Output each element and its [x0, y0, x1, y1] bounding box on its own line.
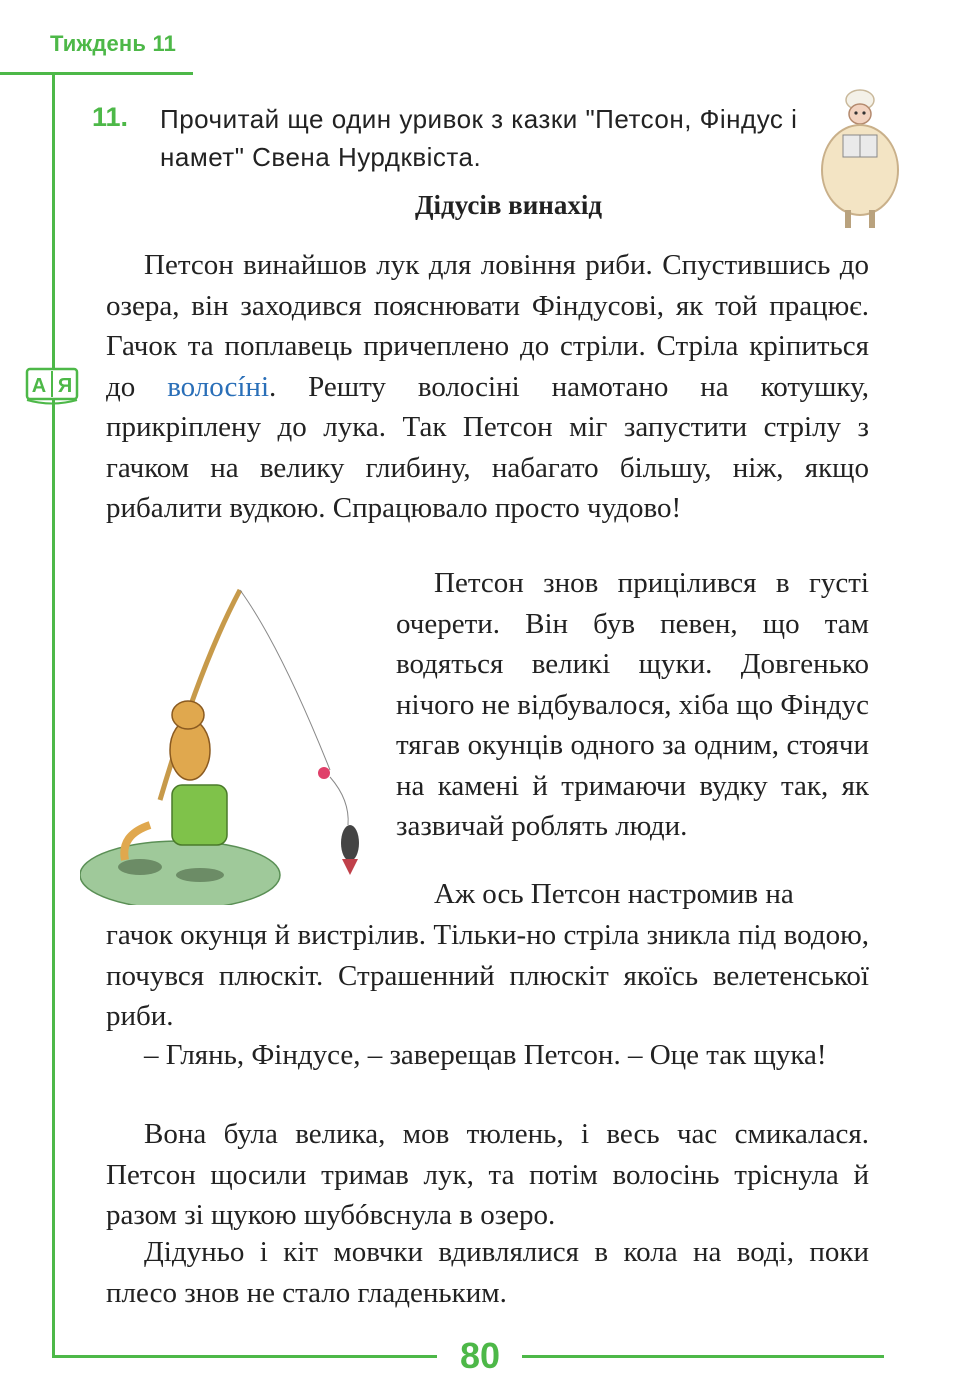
- story-paragraph-2: Петсон знов прицілився в густі очерети. Він був певен, що там водяться великі щуки. Довгенько нічого не відбувалося, хіба що Фіндус тягав окунців одного за одним, стоячи на камені й тримаючи вудку так, як зазвичай роблять люди.: [396, 567, 869, 842]
- footer-rule-left: [52, 1355, 437, 1358]
- findus-fishing-illustration: [80, 585, 385, 905]
- story-paragraph-1: [106, 245, 869, 529]
- header-rule: [0, 72, 193, 75]
- task-instruction: Прочитай ще один уривок з казки "Петсон, Фіндус і намет" Свена Нурдквіста.: [160, 104, 798, 172]
- left-margin-rule: [52, 72, 55, 1357]
- story-paragraph-3: гачок окунця й вистрілив. Тільки-но стріла зникла під водою, почувся плюскіт. Страшенний плюскіт якоїсь велетенської риби.: [106, 919, 869, 1032]
- task-number: 11.: [92, 102, 129, 132]
- story-title: Дідусів винахід: [414, 190, 603, 220]
- paragraph-1-text-end: . Решту волосіні намотано на котушку, прикріплену до лука. Так Петсон міг запустити стрілу з гачком на велику глибину, набагато більшу, ніж, якщо рибалити вудкою. Спрацювало просто чудово!: [106, 370, 869, 524]
- story-paragraph-5: Вона була велика, мов тюлень, і весь час смикалася. Петсон щосили тримав лук, та потім волосінь тріснула й разом зі щукою шубóвснула в озеро.: [106, 1118, 869, 1231]
- story-paragraph-6: Дідуньо і кіт мовчки вдивлялися в кола на воді, поки плесо знов не стало гладеньким.: [106, 1236, 869, 1309]
- week-label: Тиждень 11: [50, 31, 177, 56]
- story-paragraph-4: – Глянь, Фіндусе, – заверещав Петсон. – Оце так щука!: [144, 1039, 827, 1071]
- dictionary-icon-letter-a: А: [31, 375, 47, 397]
- page-number: 80: [459, 1335, 501, 1376]
- story-paragraph-3-first-line: Аж ось Петсон настромив на: [434, 878, 794, 910]
- glossary-word[interactable]: волосíні: [167, 370, 269, 403]
- paragraph-1-text-start: Петсон винайшов лук для ловіння риби. Спустившись до озера, він заходився пояснювати Фіндусові, як той працює. Гачок та поплавець причеплено до стріли. Стріла кріпиться до: [106, 249, 869, 403]
- footer-rule-right: [522, 1355, 884, 1358]
- dictionary-icon: [25, 367, 79, 407]
- dictionary-icon-letter-ya: Я: [57, 375, 73, 397]
